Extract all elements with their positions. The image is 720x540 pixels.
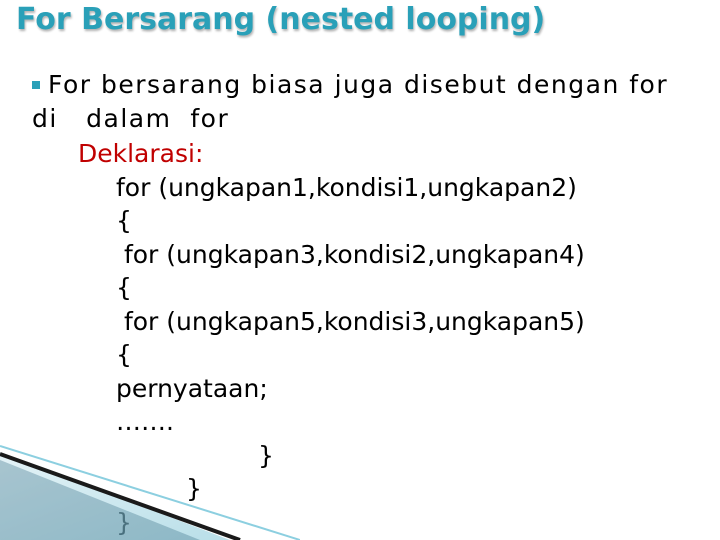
code-line: for (ungkapan5,kondisi3,ungkapan5)	[116, 307, 585, 336]
slide-title: For Bersarang (nested looping)	[16, 2, 546, 37]
bullet-text: For bersarang biasa juga disebut dengan for	[48, 70, 669, 99]
bullet-text-line-2: di dalam for	[32, 104, 230, 133]
code-line: {	[116, 340, 132, 369]
corner-swoosh-decoration	[0, 440, 300, 540]
bullet-text-line-1	[32, 70, 668, 99]
declaration-label: Deklarasi:	[78, 139, 204, 168]
code-line: }	[186, 474, 202, 503]
code-line: {	[116, 273, 132, 302]
code-line: …….	[116, 407, 174, 436]
code-line: }	[258, 441, 274, 470]
code-line: pernyataan;	[116, 374, 268, 403]
code-line: for (ungkapan3,kondisi2,ungkapan4)	[116, 240, 585, 269]
code-line: for (ungkapan1,kondisi1,ungkapan2)	[116, 173, 577, 202]
code-line: {	[116, 206, 132, 235]
